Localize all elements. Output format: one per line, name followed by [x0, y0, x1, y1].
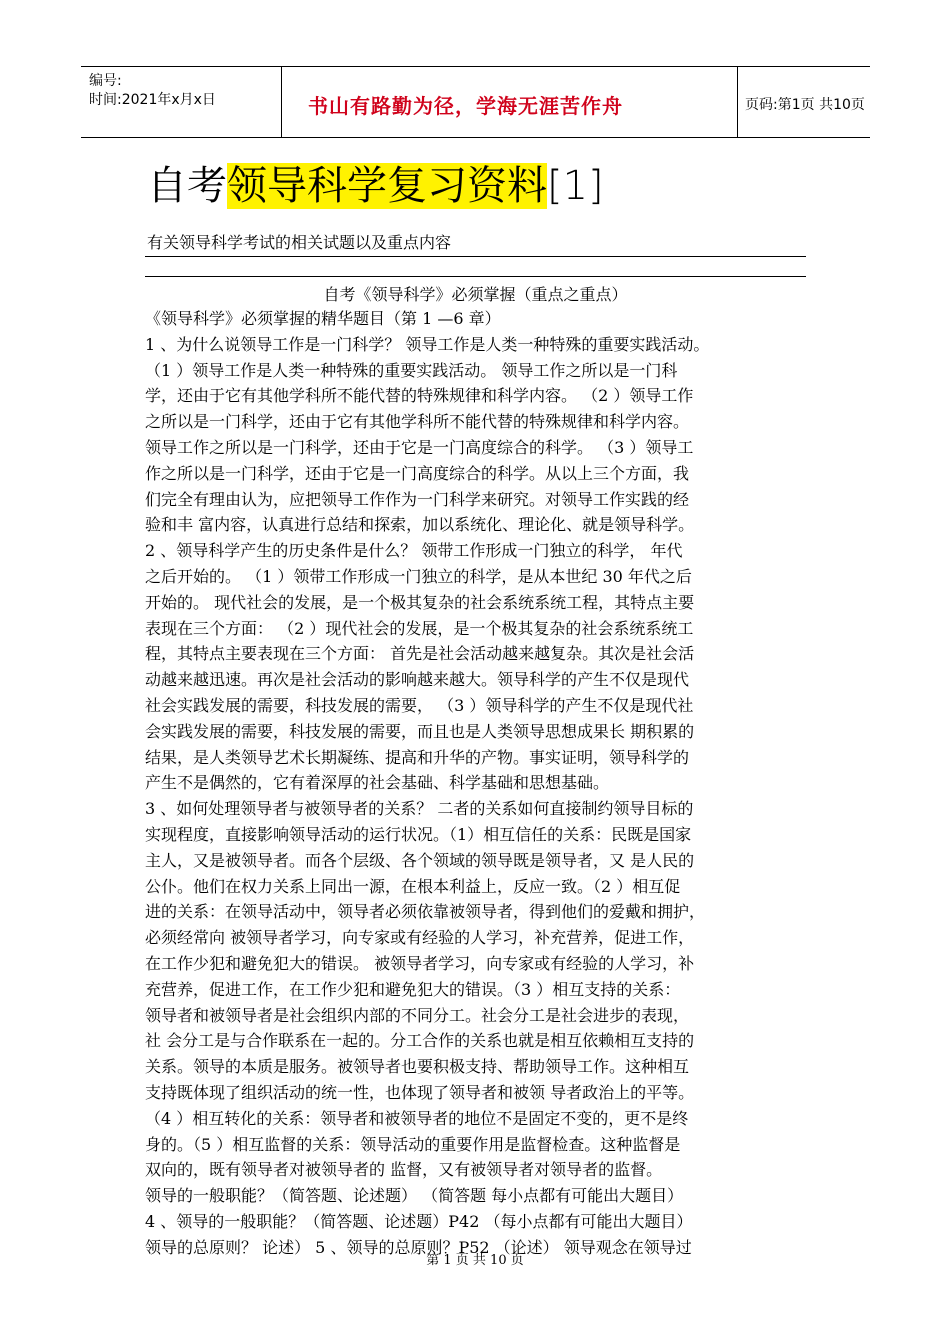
body-line: 双向的，既有领导者对被领导者的 监督，又有被领导者对领导者的监督。: [145, 1160, 663, 1180]
body-line: 身的。（5 ）相互监督的关系：领导活动的重要作用是监督检查。这种监督是: [145, 1134, 681, 1154]
page-info: 页码:第1页 共10页: [745, 97, 865, 113]
section-heading: 自考《领导科学》必须掌握（重点之重点）: [323, 285, 628, 304]
body-line: 表现在三个方面： （2 ）现代社会的发展，是一个极其复杂的社会系统系统工: [145, 618, 694, 638]
body-line: 会实践发展的需要，科技发展的需要，而且也是人类领导思想成果长 期积累的: [145, 721, 695, 741]
body-line: 学，还由于它有其他学科所不能代替的特殊规律和科学内容。 （2 ）领导工作: [145, 386, 694, 406]
body-text: [145, 306, 810, 1260]
body-line: 2 、领导科学产生的历史条件是什么？ 领带工作形成一门独立的科学， 年代: [145, 541, 683, 561]
body-line: （4 ）相互转化的关系：领导者和被领导者的地位不是固定不变的，更不是终: [145, 1108, 689, 1128]
title-highlight: 领导科学复习资料: [227, 163, 547, 209]
body-line: 领导工作之所以是一门科学，还由于它是一门高度综合的科学。 （3 ）领导工: [145, 437, 694, 457]
header-motto-cell: [281, 67, 738, 137]
body-line: 必须经常向 被领导者学习，向专家或有经验的人学习，补充营养，促进工作，: [145, 928, 695, 948]
page-footer: 第 1 页 共 10 页: [426, 1253, 524, 1268]
body-line: 作之所以是一门科学，还由于它是一门高度综合的科学。从以上三个方面，我: [145, 463, 690, 483]
body-line: 主人，又是被领导者。而各个层级、各个领域的领导既是领导者，又 是人民的: [145, 850, 695, 870]
body-line: （1 ）领导工作是人类一种特殊的重要实践活动。 领导工作之所以是一门科: [145, 360, 678, 380]
title-suffix: [1]: [547, 163, 604, 209]
body-line: 公仆。他们在权力关系上同出一源，在根本利益上，反应一致。（2 ）相互促: [145, 876, 681, 896]
body-line: 领导者和被领导者是社会组织内部的不同分工。社会分工是社会进步的表现，: [145, 1005, 690, 1025]
body-line: 充营养，促进工作，在工作少犯和避免犯大的错误。（3 ）相互支持的关系：: [145, 979, 681, 999]
subtitle-rule: [145, 256, 806, 257]
body-line: 程，其特点主要表现在三个方面： 首先是社会活动越来越复杂。其次是社会活: [145, 644, 695, 664]
body-line: 进的关系：在领导活动中，领导者必须依靠被领导者，得到他们的爱戴和拥护，: [145, 902, 706, 922]
body-line: 3 、如何处理领导者与被领导者的关系？ 二者的关系如何直接制约领导目标的: [145, 799, 694, 819]
section-rule: [145, 276, 806, 277]
body-line: 《领导科学》必须掌握的精华题目（第 1 —6 章）: [145, 309, 501, 328]
title-prefix: 自考: [147, 163, 227, 209]
body-line: 产生不是偶然的，它有着深厚的社会基础、科学基础和思想基础。: [145, 773, 610, 793]
document-header: [81, 66, 870, 138]
body-line: 在工作少犯和避免犯大的错误。 被领导者学习，向专家或有经验的人学习，补: [145, 953, 695, 973]
body-line: 之后开始的。 （1 ）领带工作形成一门独立的科学，是从本世纪 30 年代之后: [145, 566, 692, 586]
body-line: 结果，是人类领导艺术长期凝练、提高和升华的产物。事实证明，领导科学的: [145, 747, 690, 767]
body-line: 实现程度，直接影响领导活动的运行状况。（1）相互信任的关系：民既是国家: [145, 824, 692, 844]
number-label: 编号:: [89, 73, 122, 89]
document-subtitle: 有关领导科学考试的相关试题以及重点内容: [147, 233, 452, 252]
body-line: 之所以是一门科学，还由于它有其他学科所不能代替的特殊规律和科学内容。: [145, 412, 690, 432]
body-line: 领导的一般职能？（简答题、论述题） （简答题 每小点都有可能出大题目）: [145, 1186, 684, 1206]
date-label: 时间:2021年x月x日: [89, 92, 216, 108]
body-line: 们完全有理由认为，应把领导工作作为一门科学来研究。对领导工作实践的经: [145, 489, 690, 509]
body-line: 支持既体现了组织活动的统一性，也体现了领导者和被领 导者政治上的平等。: [145, 1082, 695, 1102]
motto-text: 书山有路勤为径，学海无涯苦作舟: [308, 94, 623, 118]
body-line: 验和丰 富内容，认真进行总结和探索，加以系统化、理论化、就是领导科学。: [145, 515, 695, 535]
body-line: 社 会分工是与合作联系在一起的。分工合作的关系也就是相互依赖相互支持的: [145, 1031, 695, 1051]
header-page-cell: [737, 67, 870, 137]
body-line: 4 、领导的一般职能？（简答题、论述题）P42 （每小点都有可能出大题目）: [145, 1211, 693, 1231]
body-line: 动越来越迅速。再次是社会活动的影响越来越大。领导科学的产生不仅是现代: [145, 670, 690, 690]
body-line: 1 、为什么说领导工作是一门科学？ 领导工作是人类一种特殊的重要实践活动。: [145, 334, 710, 354]
document-title: [147, 160, 604, 212]
header-meta-cell: [81, 67, 281, 137]
body-line: 开始的。 现代社会的发展，是一个极其复杂的社会系统系统工程，其特点主要: [145, 592, 695, 612]
body-line: 领导的总原则？ 论述） 5 、领导的总原则？P52 （论述） 领导观念在领导过: [145, 1237, 692, 1257]
body-line: 关系。领导的本质是服务。被领导者也要积极支持、帮助领导工作。这种相互: [145, 1057, 690, 1077]
body-line: 社会实践发展的需要，科技发展的需要， （3 ）领导科学的产生不仅是现代社: [145, 695, 694, 715]
